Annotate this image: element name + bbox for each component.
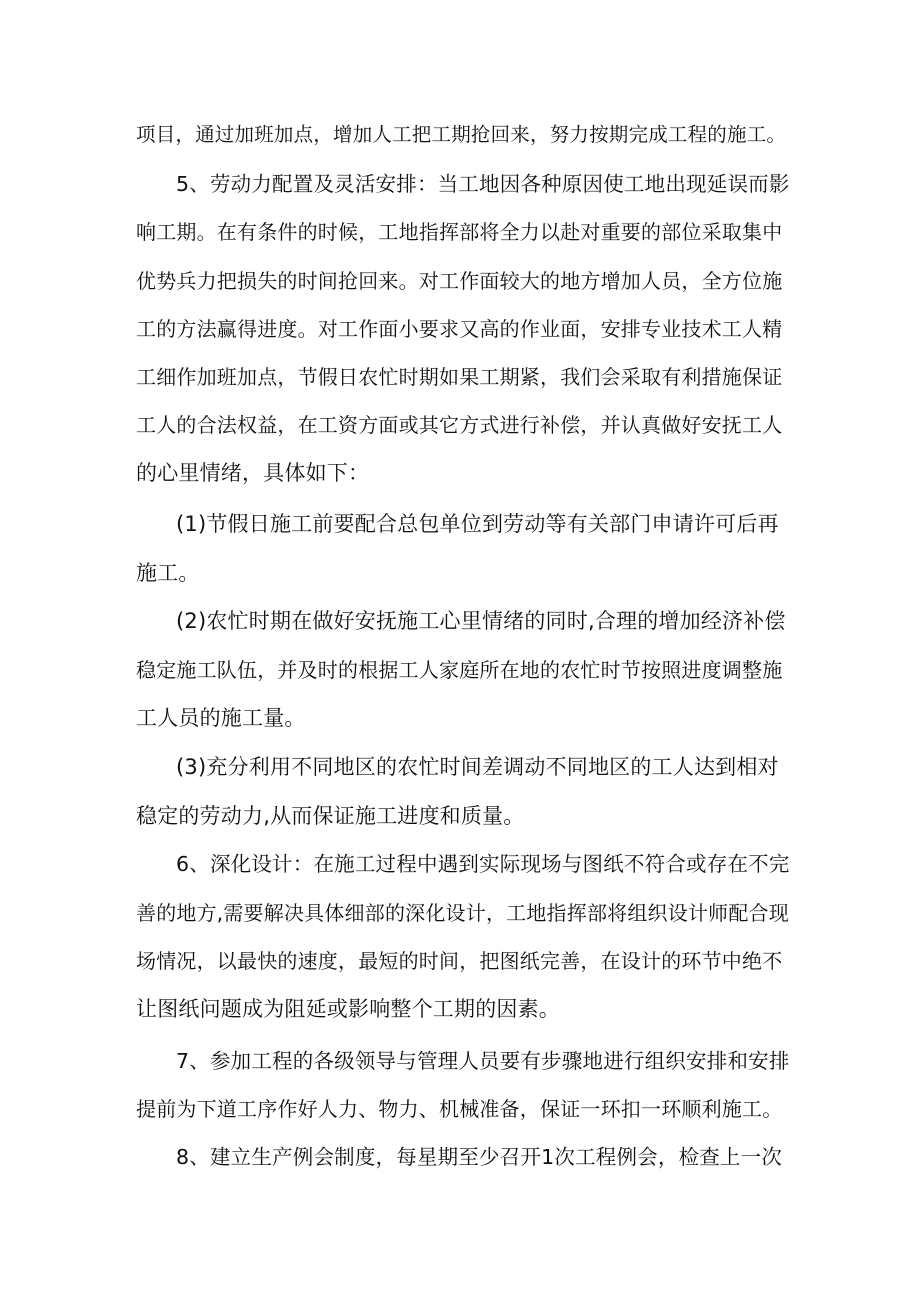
text-line: 8、建立生产例会制度，每星期至少召开1次工程例会，检查上一次 bbox=[176, 1145, 783, 1169]
text-line: 善的地方,需要解决具体细部的深化设计，工地指挥部将组织设计师配合现 bbox=[136, 901, 789, 925]
text-line: 施工。 bbox=[136, 561, 200, 585]
text-line: 让图纸问题成为阻延或影响整个工期的因素。 bbox=[136, 997, 560, 1021]
text-line: 稳定的劳动力,从而保证施工进度和质量。 bbox=[136, 804, 525, 828]
text-line: 响工期。在有条件的时候，工地指挥部将全力以赴对重要的部位采取集中 bbox=[136, 220, 783, 244]
text-line: 工细作加班加点，节假日农忙时期如果工期紧，我们会采取有利措施保证 bbox=[136, 365, 783, 389]
text-line: 工人员的施工量。 bbox=[136, 706, 306, 730]
text-line: 稳定施工队伍，并及时的根据工人家庭所在地的农忙时节按照进度调整施 bbox=[136, 658, 783, 682]
text-line: (1)节假日施工前要配合总包单位到劳动等有关部门申请许可后再 bbox=[176, 512, 779, 536]
text-line: 提前为下道工序作好人力、物力、机械准备，保证一环扣一环顺利施工。 bbox=[136, 1097, 783, 1121]
text-line: 工人的合法权益，在工资方面或其它方式进行补偿，并认真做好安抚工人 bbox=[136, 413, 783, 437]
text-line: 工的方法赢得进度。对工作面小要求又高的作业面，安排专业技术工人精 bbox=[136, 317, 783, 341]
text-line: (3)充分利用不同地区的农忙时间差调动不同地区的工人达到相对 bbox=[176, 755, 779, 779]
text-line: 项目，通过加班加点，增加人工把工期抢回来，努力按期完成工程的施工。 bbox=[136, 123, 787, 146]
text-line: 场情况，以最快的速度，最短的时间，把图纸完善，在设计的环节中绝不 bbox=[136, 949, 783, 973]
text-line: (2)农忙时期在做好安抚施工心里情绪的同时,合理的增加经济补偿 bbox=[176, 609, 786, 633]
text-line: 的心里情绪，具体如下： bbox=[136, 461, 370, 485]
text-line: 7、参加工程的各级领导与管理人员要有步骤地进行组织安排和安排 bbox=[176, 1049, 790, 1073]
text-line: 5、劳动力配置及灵活安排：当工地因各种原因使工地出现延误而影 bbox=[176, 172, 790, 196]
text-line: 优势兵力把损失的时间抢回来。对工作面较大的地方增加人员，全方位施 bbox=[136, 269, 783, 293]
text-line: 6、深化设计：在施工过程中遇到实际现场与图纸不符合或存在不完 bbox=[176, 852, 790, 876]
